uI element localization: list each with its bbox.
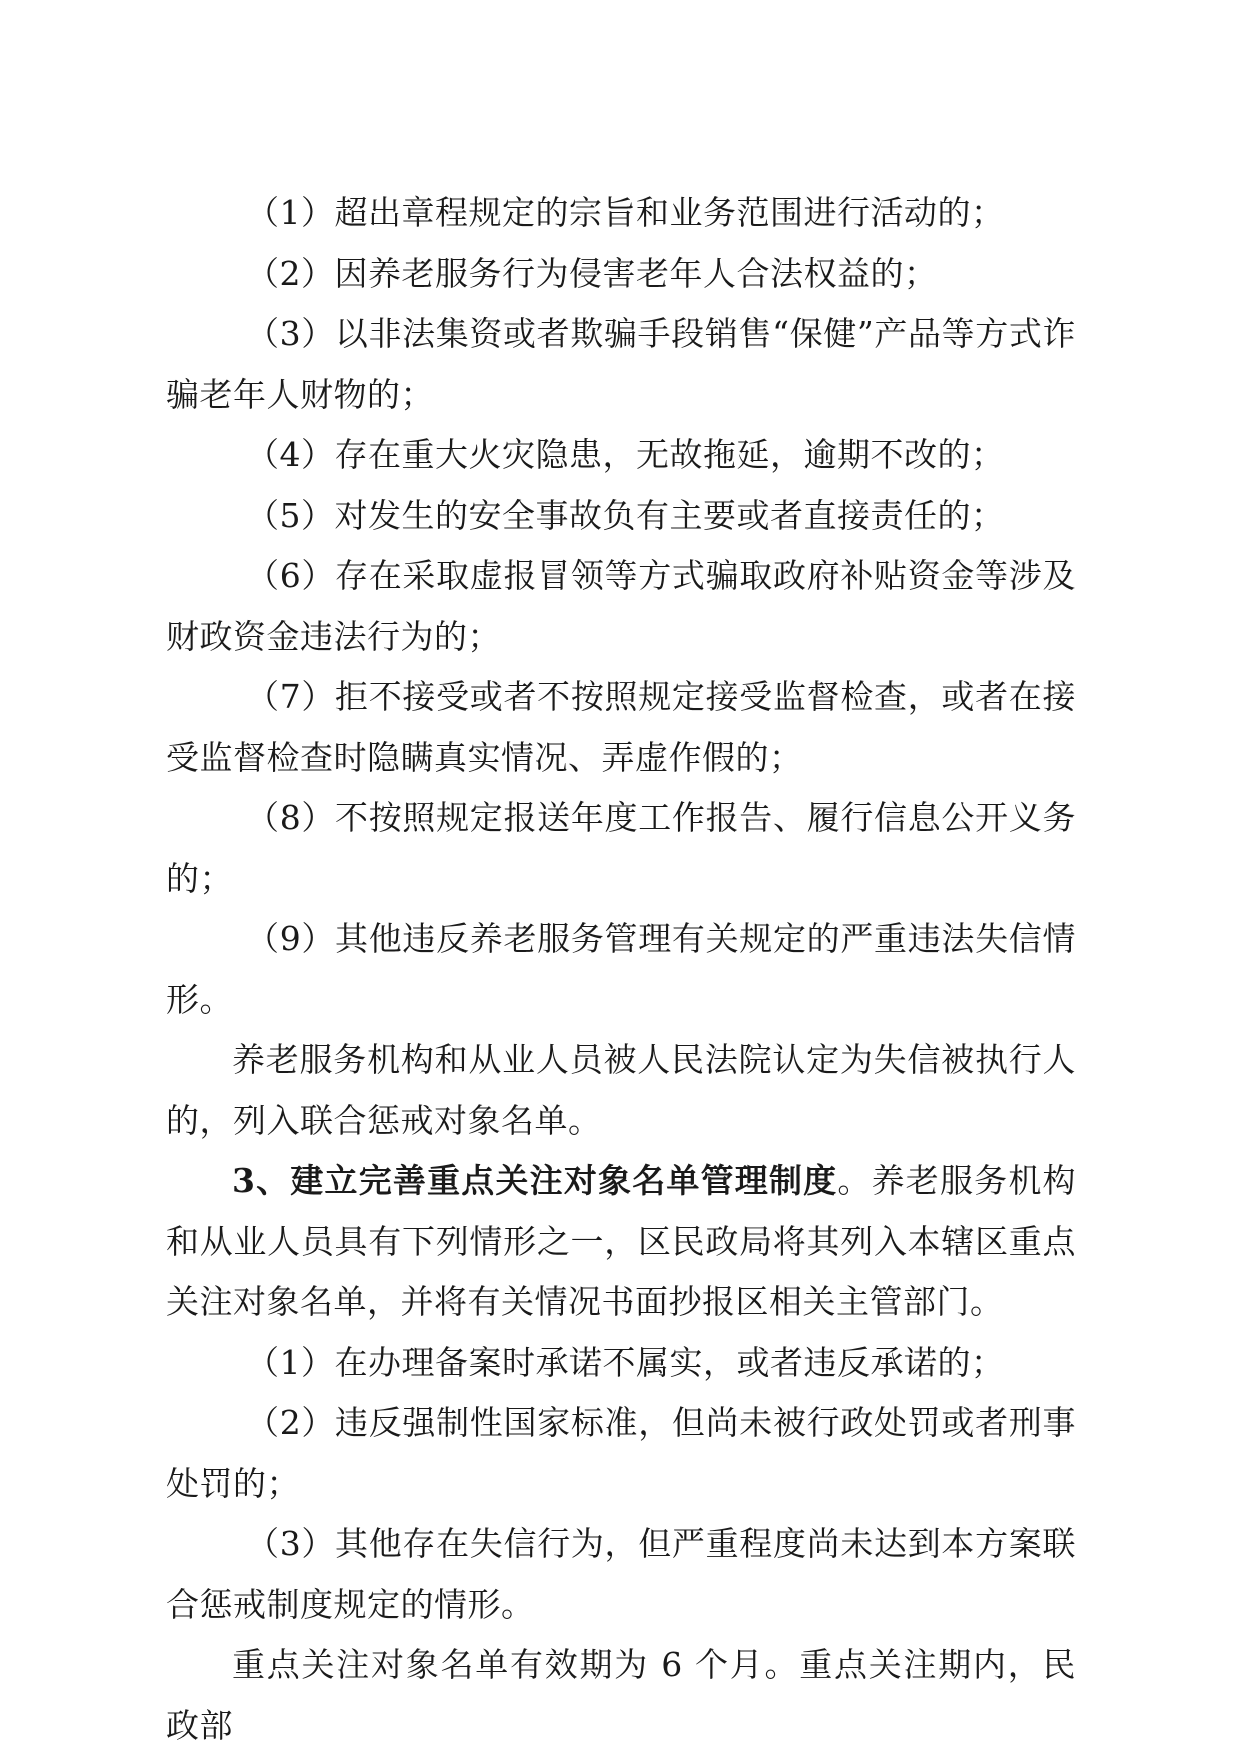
list-item: （5）对发生的安全事故负有主要或者直接责任的； (246, 495, 1005, 535)
list-item: （2）因养老服务行为侵害老年人合法权益的； (246, 253, 938, 293)
list-item: （2）违反强制性国家标准，但尚未被行政处罚或者刑事处罚的； (166, 1403, 1076, 1503)
list-item: （3）其他存在失信行为，但严重程度尚未达到本方案联合惩戒制度规定的情形。 (166, 1524, 1076, 1624)
list-item: （6）存在采取虚报冒领等方式骗取政府补贴资金等涉及财政资金违法行为的； (166, 556, 1076, 656)
section3-intro: 。养老服务机构和从业人员具有下列情形之一，区民政局将其列入本辖区重点关注对象名单，并将有关情况书面抄报区相关主管部门。 (166, 1161, 1077, 1321)
section2-closing-paragraph: 养老服务机构和从业人员被人民法院认定为失信被执行人的，列入联合惩戒对象名单。 (166, 1040, 1076, 1140)
list-item: （1）超出章程规定的宗旨和业务范围进行活动的； (246, 193, 1005, 232)
section3-closing-paragraph: 重点关注对象名单有效期为 6 个月。重点关注期内，民政部 (166, 1645, 1076, 1745)
list-item: （8）不按照规定报送年度工作报告、履行信息公开义务的； (166, 798, 1076, 898)
list-item: （4）存在重大火灾隐患，无故拖延，逾期不改的； (246, 435, 1005, 474)
list-item: （7）拒不接受或者不按照规定接受监督检查，或者在接受监督检查时隐瞒真实情况、弄虚作假的； (166, 677, 1076, 777)
list-item: （9）其他违反养老服务管理有关规定的严重违法失信情形。 (166, 919, 1076, 1019)
section3-paragraph (166, 1151, 1076, 1333)
list-item: （3）以非法集资或者欺骗手段销售“保健”产品等方式诈骗老年人财物的； (166, 314, 1076, 414)
list-item: （1）在办理备案时承诺不属实，或者违反承诺的； (246, 1342, 1005, 1382)
document-body (166, 183, 1076, 1756)
section3-heading: 3、建立完善重点关注对象名单管理制度 (232, 1161, 838, 1200)
